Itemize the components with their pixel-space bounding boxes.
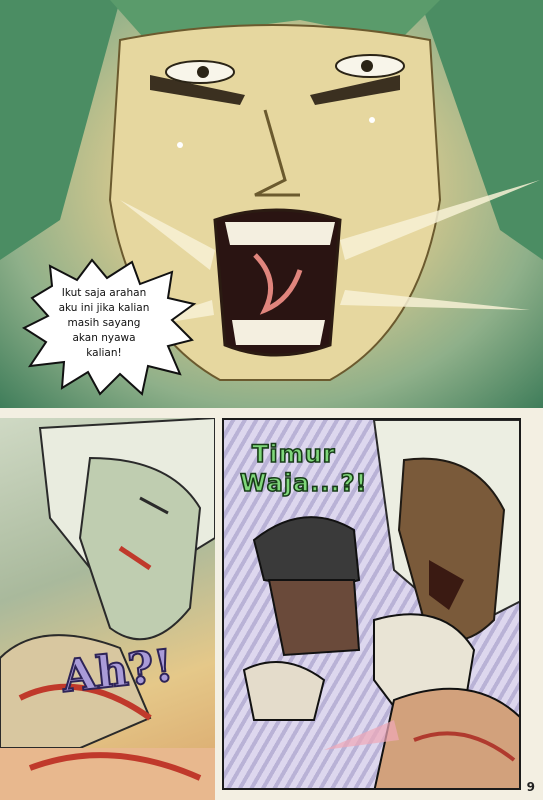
speech-bubble-text [50,286,158,361]
clenched-fist [244,662,324,720]
page-number: 9 [526,780,535,794]
lower-teeth [232,320,325,345]
sweat-drop [177,142,183,148]
speech-line: masih sayang [67,317,141,329]
fighter-face [80,458,200,639]
speech-line: akan nyawa [72,332,136,344]
right-pupil [361,60,373,72]
sfx-ah: Ah?! [59,640,176,703]
speech-line: kalian! [86,347,122,359]
sweat-drop [369,117,375,123]
dark-hair-man-face [269,580,359,655]
hair-left [0,0,120,260]
angry-face [399,459,504,640]
surprised-fighter-illustration [0,418,215,800]
upper-teeth [225,222,335,245]
sfx-timur-line1: Timur [252,440,336,468]
speech-line: Ikut saja arahan [61,287,147,299]
bottom-left-panel [0,418,215,800]
left-pupil [197,66,209,78]
sfx-timur-line2: Waja...?! [240,469,368,497]
speech-line: aku ini jika kalian [58,302,150,314]
